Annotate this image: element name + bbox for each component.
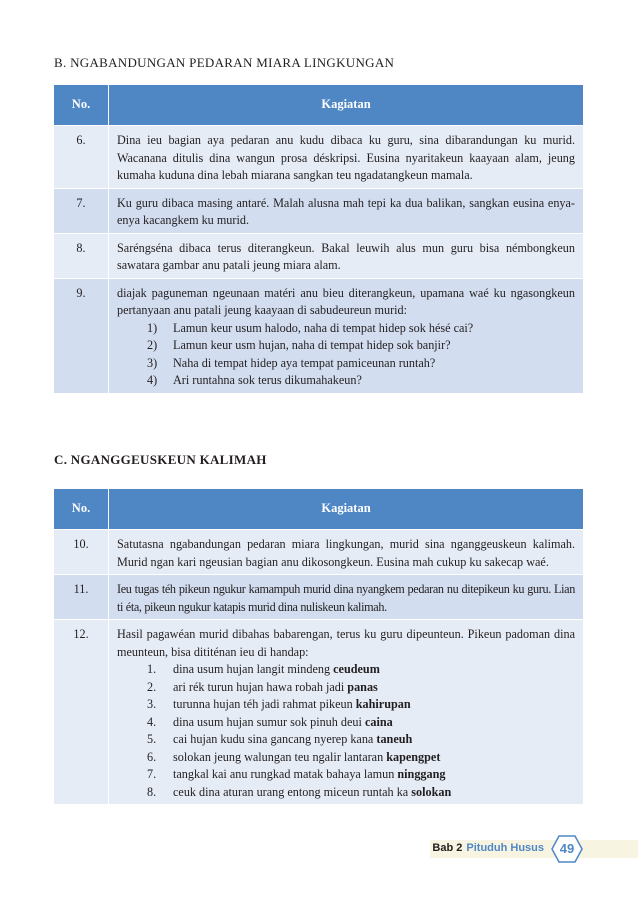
answer-list [117,661,575,801]
row-number: 10. [54,530,109,575]
list-item [147,337,575,355]
answer-word: panas [347,679,378,694]
row-paragraph: Ku guru dibaca masing antaré. Malah alusna mah tepi ka dua balikan, sangkan eusina enya-enya kacangkem ku murid. [117,195,575,227]
list-item [147,766,575,784]
list-item [147,320,575,338]
list-item-number: 7. [147,767,157,781]
list-item [147,784,575,802]
section-b-table [54,85,584,393]
list-item-text: tangkal kai anu rungkad matak bahaya lamun [173,767,398,781]
chapter-title: Pituduh Husus [466,842,544,854]
list-item-text: ceuk dina aturan urang entong miceun runtah ka [173,784,412,799]
row-text [109,233,584,278]
row-number: 11. [54,575,109,620]
list-item-text: Ari runtahna sok terus dikumahakeun? [173,373,362,387]
list-item-text: Lamun keur usum halodo, naha di tempat hidep sok hésé cai? [173,320,474,335]
question-list [117,320,575,390]
row-number: 8. [54,233,109,278]
list-item-text: cai hujan kudu sina gancang nyerep kana [173,732,377,746]
answer-word: kahirupan [355,697,411,711]
table-row [54,188,584,233]
section-c-table [54,489,584,804]
list-item [147,749,575,767]
list-item-number: 8. [147,784,157,799]
list-item-number: 1) [147,320,158,335]
table-row [54,620,584,805]
list-item [147,372,575,390]
row-paragraph: Satutasna ngabandungan pedaran miara lingkungan, murid sina nganggeuskeun kalimah. Murid ngan kari ngeusian bagian anu dikosongkeun. Eusina mah cukup ku sakecap waé. [117,537,575,569]
row-paragraph: Hasil pagawéan murid dibahas babarengan, terus ku guru dipeunteun. Pikeun padoman dina meunteun, bisa dititénan ieu di handap: [117,627,575,659]
table-header-row [54,489,584,530]
list-item-text: dina usum hujan sumur sok pinuh deui [173,714,365,729]
list-item-text: dina usum hujan langit mindeng [173,662,334,676]
column-header-no: No. [54,85,109,126]
row-number: 7. [54,188,109,233]
answer-word: ceudeum [333,662,380,676]
table-row [54,530,584,575]
list-item-number: 2. [147,679,157,694]
answer-word: kapengpet [386,749,441,764]
answer-word: taneuh [376,732,413,746]
list-item-number: 4) [147,373,158,387]
list-item-number: 3) [147,355,158,370]
row-paragraph: diajak paguneman ngeunaan matéri anu bieu diterangkeun, upamana waé ku ngasongkeun pertanyaan anu patali jeung kaayaan di sabudeureun murid: [117,285,575,317]
table-row [54,278,584,393]
list-item [147,714,575,732]
list-item [147,355,575,373]
row-paragraph: Dina ieu bagian aya pedaran anu kudu dibaca ku guru, sina dibarandungan ku murid. Wacanana ditulis dina wangun prosa déskripsi. Eusina nyaritakeun kaayaan alam, jeung kumaha kuduna dina lebah miarana sangkan teu ngadatangkeun mamala. [117,133,575,182]
footer-label [432,842,544,854]
answer-word: solokan [411,784,452,799]
section-c-title: C. NGANGGEUSKEUN KALIMAH [54,452,267,467]
page-footer [0,840,638,864]
row-text [109,620,584,805]
list-item-number: 6. [147,749,157,764]
column-header-activity: Kagiatan [109,489,584,530]
list-item-number: 2) [147,338,158,352]
list-item [147,679,575,697]
table-row [54,233,584,278]
list-item-text: Lamun keur usm hujan, naha di tempat hidep sok banjir? [173,338,451,352]
answer-word: caina [364,714,393,729]
list-item-number: 1. [147,662,157,676]
page-number: 49 [559,841,575,856]
list-item-text: solokan jeung walungan teu ngalir lantaran [173,749,387,764]
row-text [109,278,584,393]
list-item-text: Naha di tempat hidep aya tempat pamiceunan runtah? [173,355,436,370]
section-b-title: B. NGABANDUNGAN PEDARAN MIARA LINGKUNGAN [54,55,395,70]
row-paragraph: Ieu tugas téh pikeun ngukur kamampuh murid dina nyangkem pedaran nu ditepikeun ku guru. Lian ti éta, pikeun ngukur katapis murid dina nuliskeun kalimah. [117,582,575,614]
table-header-row [54,85,584,126]
row-text [109,126,584,189]
row-text [109,188,584,233]
list-item-number: 3. [147,697,157,711]
list-item-text: ari rék turun hujan hawa robah jadi [173,679,348,694]
row-text [109,575,584,620]
list-item-number: 5. [147,732,157,746]
row-paragraph: Saréngséna dibaca terus diterangkeun. Bakal leuwih alus mun guru bisa némbongkeun sawatara gambar anu patali jeung miara alam. [117,240,575,272]
list-item-text: turunna hujan téh jadi rahmat pikeun [173,697,356,711]
table-row [54,575,584,620]
page-number-badge [551,835,583,863]
row-number: 6. [54,126,109,189]
chapter-label: Bab 2 [432,842,463,854]
row-text [109,530,584,575]
list-item [147,661,575,679]
list-item-number: 4. [147,714,157,729]
table-row [54,126,584,189]
column-header-activity: Kagiatan [109,85,584,126]
list-item [147,696,575,714]
answer-word: ninggang [397,767,446,781]
row-number: 9. [54,278,109,393]
row-number: 12. [54,620,109,805]
list-item [147,731,575,749]
column-header-no: No. [54,489,109,530]
